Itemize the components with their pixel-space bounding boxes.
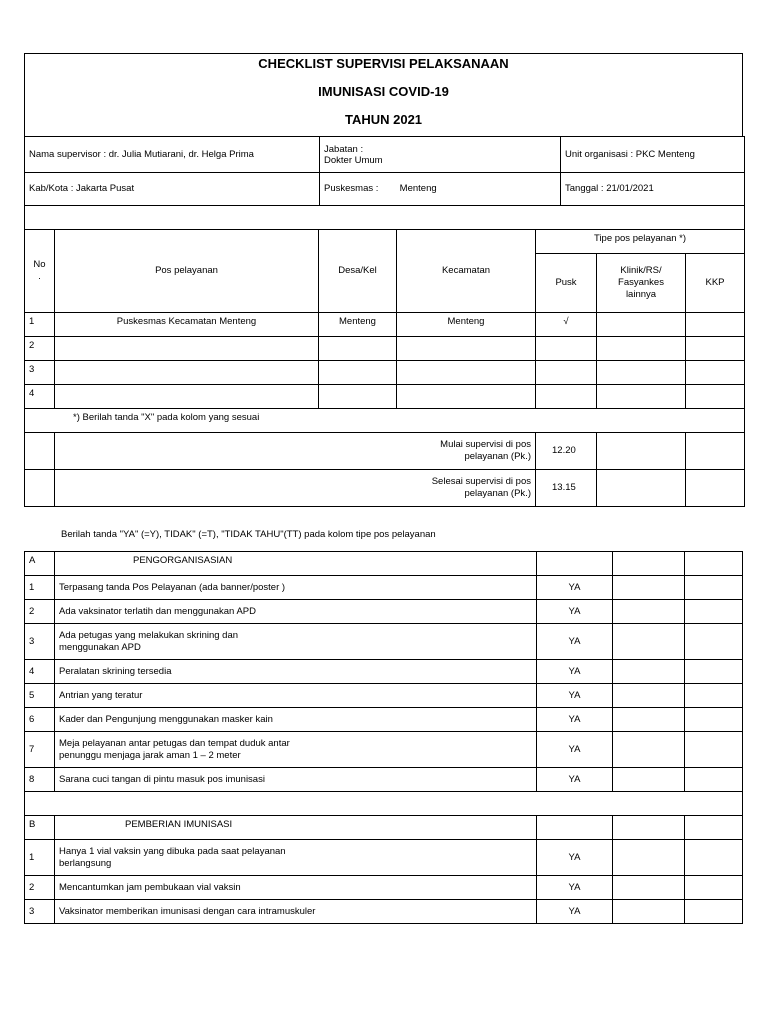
- mulai-supervisi-label: Mulai supervisi di pos pelayanan (Pk.): [55, 433, 536, 470]
- section-b-col5: [685, 816, 743, 840]
- item-answer: YA: [537, 576, 613, 600]
- item-no: 3: [25, 624, 55, 660]
- instruction-text: Berilah tanda "YA" (=Y), TIDAK" (=T), "TIDAK TAHU"(TT) pada kolom tipe pos pelayanan: [61, 529, 436, 540]
- item-no: 1: [25, 840, 55, 876]
- col-tipe-header: Tipe pos pelayanan *): [536, 230, 745, 254]
- jabatan-label: Jabatan :: [324, 143, 364, 155]
- pos-row-name: [55, 361, 319, 385]
- pos-row-kkp: [686, 313, 745, 337]
- col-kkp-header: KKP: [686, 254, 745, 313]
- item-answer: YA: [537, 840, 613, 876]
- pos-row-pusk-check: [536, 337, 597, 361]
- section-a-table: [24, 551, 743, 816]
- item-no: 7: [25, 732, 55, 768]
- col-no-dot: .: [38, 271, 41, 282]
- item-text: Mencantumkan jam pembukaan vial vaksin: [55, 876, 537, 900]
- mulai-kkp: [686, 433, 745, 470]
- section-a-title: PENGORGANISASIAN: [55, 552, 537, 576]
- mulai-klinik: [597, 433, 686, 470]
- item-text: Peralatan skrining tersedia: [55, 660, 537, 684]
- selesai-klinik: [597, 470, 686, 507]
- pos-row-klinik: [597, 337, 686, 361]
- pos-row-no: 3: [25, 361, 55, 385]
- item-col5: [685, 768, 743, 792]
- item-answer: YA: [537, 624, 613, 660]
- item-col4: [613, 768, 685, 792]
- col-klinik-header: Klinik/RS/ Fasyankes lainnya: [597, 254, 686, 313]
- item-col4: [613, 660, 685, 684]
- pos-row-klinik: [597, 385, 686, 409]
- item-text: Ada petugas yang melakukan skrining dan menggunakan APD: [55, 624, 537, 660]
- pos-row-name: [55, 385, 319, 409]
- item-col4: [613, 732, 685, 768]
- item-text: Kader dan Pengunjung menggunakan masker kain: [55, 708, 537, 732]
- item-col5: [685, 708, 743, 732]
- item-answer: YA: [537, 600, 613, 624]
- item-col4: [613, 576, 685, 600]
- col-pusk-header: Pusk: [536, 254, 597, 313]
- item-col4: [613, 708, 685, 732]
- item-text: Meja pelayanan antar petugas dan tempat duduk antar penunggu menjaga jarak aman 1 – 2 meter: [55, 732, 537, 768]
- section-a-col5: [685, 552, 743, 576]
- tanggal: Tanggal : 21/01/2021: [561, 173, 745, 206]
- item-col4: [613, 600, 685, 624]
- item-answer: YA: [537, 900, 613, 924]
- pos-footnote: *) Berilah tanda "X" pada kolom yang sesuai: [25, 409, 745, 433]
- pos-row-kkp: [686, 337, 745, 361]
- pos-row-name: Puskesmas Kecamatan Menteng: [55, 313, 319, 337]
- item-text: Terpasang tanda Pos Pelayanan (ada banner/poster ): [55, 576, 537, 600]
- pos-pelayanan-table: [24, 229, 745, 507]
- item-no: 6: [25, 708, 55, 732]
- section-a-code: A: [25, 552, 55, 576]
- mulai-supervisi-value: 12.20: [536, 433, 597, 470]
- selesai-blank: [25, 470, 55, 507]
- item-answer: YA: [537, 684, 613, 708]
- item-no: 8: [25, 768, 55, 792]
- item-no: 1: [25, 576, 55, 600]
- col-kecamatan-header: Kecamatan: [397, 230, 536, 313]
- puskesmas-value: Menteng: [399, 183, 437, 194]
- jabatan-cell: [320, 137, 561, 173]
- item-col5: [685, 624, 743, 660]
- item-no: 2: [25, 876, 55, 900]
- section-b-col3: [537, 816, 613, 840]
- selesai-kkp: [686, 470, 745, 507]
- document-title-box: [24, 53, 743, 137]
- section-b-title: PEMBERIAN IMUNISASI: [55, 816, 537, 840]
- mulai-blank: [25, 433, 55, 470]
- item-col5: [685, 660, 743, 684]
- item-col4: [613, 876, 685, 900]
- pos-row-pusk-check: [536, 361, 597, 385]
- item-col5: [685, 576, 743, 600]
- puskesmas-label: Puskesmas :: [324, 183, 379, 194]
- item-col5: [685, 600, 743, 624]
- item-col5: [685, 684, 743, 708]
- pos-row-kkp: [686, 385, 745, 409]
- pos-row-kkp: [686, 361, 745, 385]
- unit-organisasi: Unit organisasi : PKC Menteng: [561, 137, 745, 173]
- section-b-col4: [613, 816, 685, 840]
- item-text: Ada vaksinator terlatih dan menggunakan APD: [55, 600, 537, 624]
- puskesmas-cell: [320, 173, 561, 206]
- blank-row: [25, 206, 745, 230]
- selesai-supervisi-label: Selesai supervisi di pos pelayanan (Pk.): [55, 470, 536, 507]
- col-pos-header: Pos pelayanan: [55, 230, 319, 313]
- pos-row-no: 2: [25, 337, 55, 361]
- supervisor-info-table: [24, 136, 745, 230]
- item-answer: YA: [537, 708, 613, 732]
- item-col5: [685, 840, 743, 876]
- item-col4: [613, 684, 685, 708]
- document-title-line1: CHECKLIST SUPERVISI PELAKSANAAN: [258, 56, 509, 71]
- col-no-label: No: [33, 259, 46, 270]
- item-col5: [685, 900, 743, 924]
- pos-row-klinik: [597, 313, 686, 337]
- pos-row-pusk-check: √: [536, 313, 597, 337]
- kabkota: Kab/Kota : Jakarta Pusat: [25, 173, 320, 206]
- item-answer: YA: [537, 768, 613, 792]
- item-answer: YA: [537, 876, 613, 900]
- item-col4: [613, 900, 685, 924]
- item-no: 3: [25, 900, 55, 924]
- item-text: Antrian yang teratur: [55, 684, 537, 708]
- section-b-table: [24, 815, 743, 924]
- document-title-line3: TAHUN 2021: [344, 112, 423, 127]
- item-no: 5: [25, 684, 55, 708]
- pos-row-desa: [319, 337, 397, 361]
- supervisor-name: Nama supervisor : dr. Julia Mutiarani, dr. Helga Prima: [25, 137, 320, 173]
- selesai-supervisi-value: 13.15: [536, 470, 597, 507]
- pos-row-kecamatan: [397, 361, 536, 385]
- jabatan-value: Dokter Umum: [324, 154, 383, 166]
- section-a-col4: [613, 552, 685, 576]
- item-text: Sarana cuci tangan di pintu masuk pos imunisasi: [55, 768, 537, 792]
- pos-row-desa: [319, 385, 397, 409]
- col-no-header: [25, 230, 55, 313]
- item-col5: [685, 732, 743, 768]
- pos-row-no: 1: [25, 313, 55, 337]
- col-desa-header: Desa/Kel: [319, 230, 397, 313]
- section-a-spacer: [25, 792, 743, 816]
- pos-row-name: [55, 337, 319, 361]
- item-col4: [613, 840, 685, 876]
- item-col5: [685, 876, 743, 900]
- pos-row-kecamatan: [397, 385, 536, 409]
- pos-row-pusk-check: [536, 385, 597, 409]
- item-text: Vaksinator memberikan imunisasi dengan cara intramuskuler: [55, 900, 537, 924]
- pos-row-desa: Menteng: [319, 313, 397, 337]
- document-title-line2: IMUNISASI COVID-19: [318, 84, 449, 99]
- item-no: 4: [25, 660, 55, 684]
- section-b-code: B: [25, 816, 55, 840]
- pos-row-desa: [319, 361, 397, 385]
- item-no: 2: [25, 600, 55, 624]
- section-a-col3: [537, 552, 613, 576]
- pos-row-no: 4: [25, 385, 55, 409]
- item-col4: [613, 624, 685, 660]
- item-text: Hanya 1 vial vaksin yang dibuka pada saat pelayanan berlangsung: [55, 840, 537, 876]
- pos-row-klinik: [597, 361, 686, 385]
- item-answer: YA: [537, 660, 613, 684]
- pos-row-kecamatan: [397, 337, 536, 361]
- pos-row-kecamatan: Menteng: [397, 313, 536, 337]
- item-answer: YA: [537, 732, 613, 768]
